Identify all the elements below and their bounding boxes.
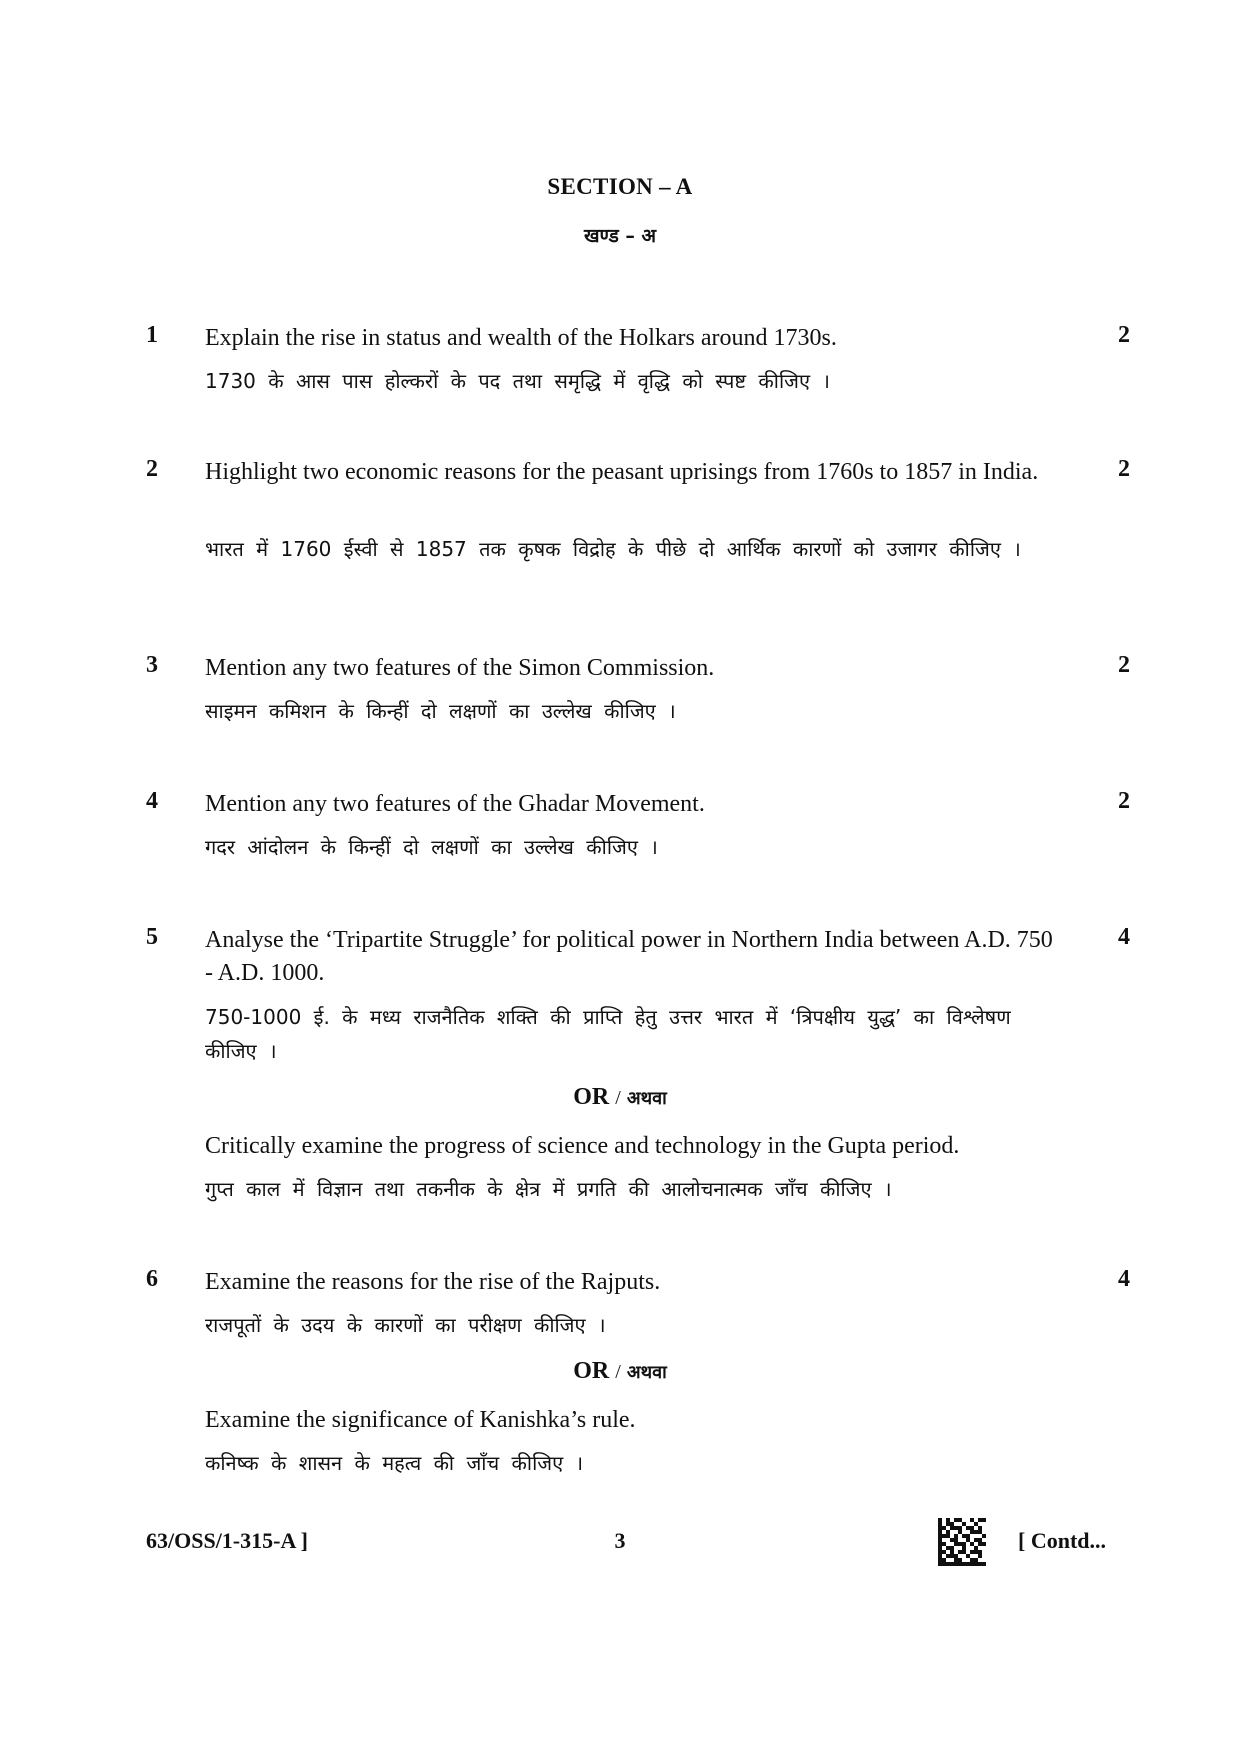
question-text-hindi: 750-1000 ई. के मध्य राजनैतिक शक्ति की प्राप्ति हेतु उत्तर भारत में ‘त्रिपक्षीय युद्ध’ का विश्लेषण कीजिए ।	[205, 1005, 1011, 1063]
section-title: SECTION – A	[547, 174, 693, 199]
alternative-question-english: Examine the significance of Kanishka’s rule.	[205, 1407, 636, 1433]
qr-code-icon	[938, 1518, 986, 1566]
question-text-english: Examine the reasons for the rise of the Rajputs.	[205, 1269, 661, 1295]
or-separator: /	[615, 1361, 621, 1383]
or-divider	[0, 1084, 1240, 1111]
question-number: 3	[146, 652, 158, 678]
question-number: 5	[146, 924, 158, 950]
question-text-english: Explain the rise in status and wealth of the Holkars around 1730s.	[205, 325, 837, 351]
question-number: 6	[146, 1266, 158, 1292]
question-marks: 2	[1118, 456, 1130, 482]
or-separator: /	[615, 1087, 621, 1109]
or-label-english: OR	[573, 1358, 610, 1384]
or-label-hindi: अथवा	[626, 1362, 667, 1383]
continued-label: [ Contd...	[1018, 1528, 1107, 1553]
question-text-hindi: भारत में 1760 ईस्वी से 1857 तक कृषक विद्रोह के पीछे दो आर्थिक कारणों को उजागर कीजिए ।	[205, 537, 1021, 561]
question-marks: 2	[1118, 788, 1130, 814]
question-text-hindi: राजपूतों के उदय के कारणों का परीक्षण कीजिए ।	[205, 1313, 606, 1337]
question-text-hindi: गदर आंदोलन के किन्हीं दो लक्षणों का उल्लेख कीजिए ।	[205, 835, 658, 859]
question-marks: 2	[1118, 322, 1130, 348]
or-label-english: OR	[573, 1084, 610, 1110]
question-text-english: Highlight two economic reasons for the peasant uprisings from 1760s to 1857 in India.	[205, 459, 1039, 485]
page-number: 3	[614, 1528, 626, 1553]
question-text-hindi: 1730 के आस पास होल्करों के पद तथा समृद्धि में वृद्धि को स्पष्ट कीजिए ।	[205, 369, 830, 393]
or-divider	[0, 1358, 1240, 1385]
alternative-question-english: Critically examine the progress of science and technology in the Gupta period.	[205, 1133, 960, 1159]
question-text-english: Analyse the ‘Tripartite Struggle’ for political power in Northern India between A.D. 750 - A.D. 1000.	[205, 927, 1053, 986]
question-text-hindi: साइमन कमिशन के किन्हीं दो लक्षणों का उल्लेख कीजिए ।	[205, 699, 676, 723]
question-marks: 2	[1118, 652, 1130, 678]
question-number: 1	[146, 322, 158, 348]
question-text-english: Mention any two features of the Ghadar Movement.	[205, 791, 705, 817]
section-subtitle-hindi: खण्ड – अ	[584, 225, 656, 247]
question-marks: 4	[1118, 924, 1130, 950]
or-label-hindi: अथवा	[626, 1088, 667, 1109]
question-text-english: Mention any two features of the Simon Commission.	[205, 655, 715, 681]
alternative-question-hindi: कनिष्क के शासन के महत्व की जाँच कीजिए ।	[205, 1451, 584, 1475]
paper-code: 63/OSS/1-315-A ]	[146, 1528, 308, 1553]
question-number: 2	[146, 456, 158, 482]
alternative-question-hindi: गुप्त काल में विज्ञान तथा तकनीक के क्षेत्र में प्रगति की आलोचनात्मक जाँच कीजिए ।	[205, 1177, 892, 1201]
question-marks: 4	[1118, 1266, 1130, 1292]
question-number: 4	[146, 788, 158, 814]
